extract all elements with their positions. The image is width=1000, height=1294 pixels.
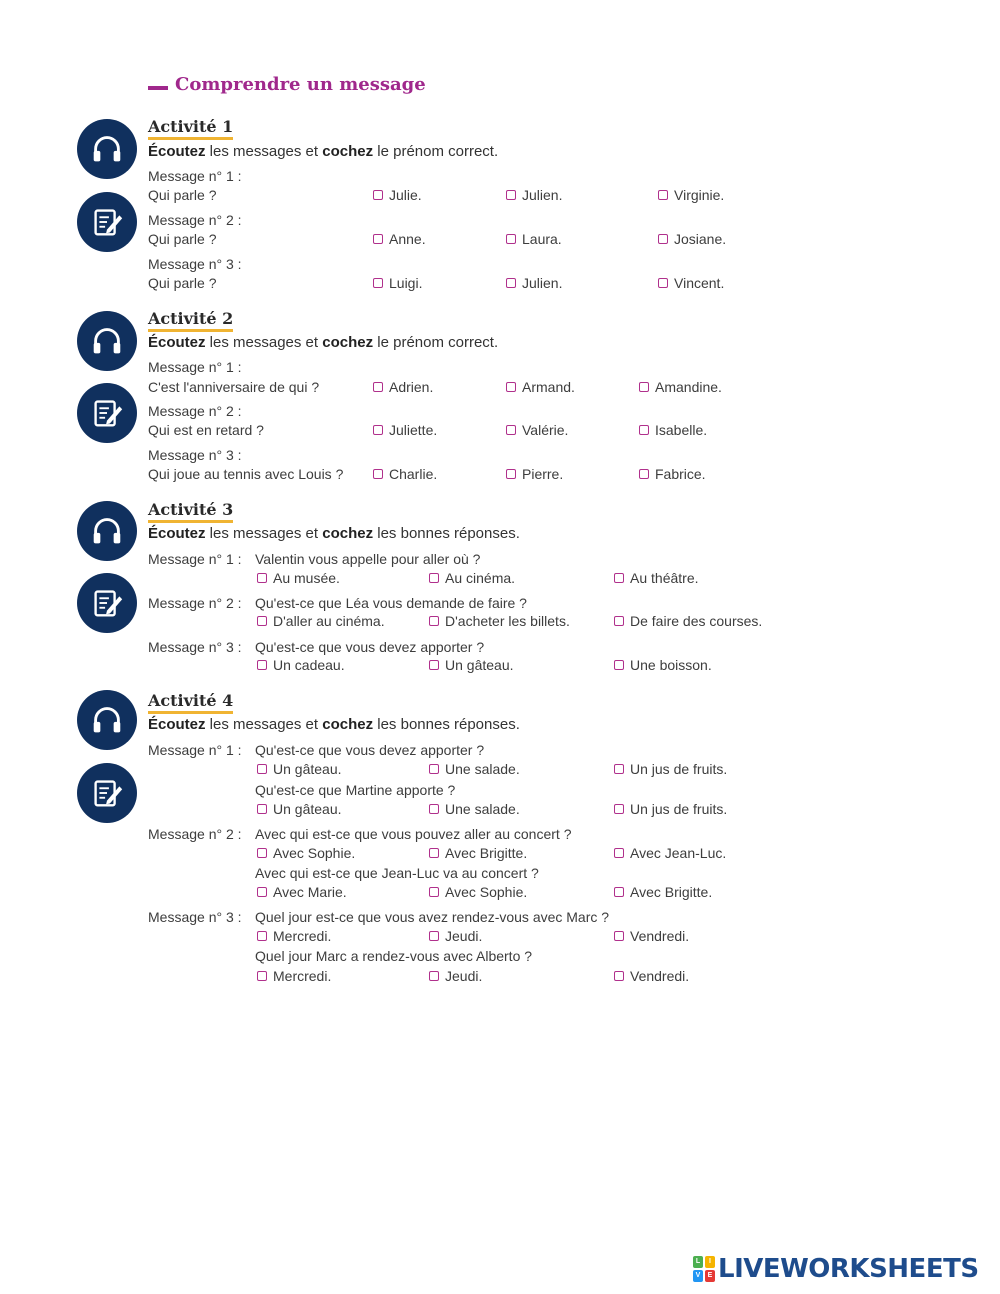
answer-option[interactable]: Avec Brigitte. xyxy=(429,845,527,861)
checkbox[interactable] xyxy=(429,616,439,626)
activity-instruction: Écoutez les messages et cochez les bonnes réponses. xyxy=(148,716,520,733)
question-text: Qu'est-ce que Léa vous demande de faire ? xyxy=(255,595,527,611)
checkbox[interactable] xyxy=(429,931,439,941)
checkbox[interactable] xyxy=(614,971,624,981)
edit-notepad-icon xyxy=(77,763,137,823)
message-label: Message n° 2 : xyxy=(148,595,242,611)
message-label: Message n° 1 : xyxy=(148,168,242,184)
checkbox[interactable] xyxy=(614,848,624,858)
checkbox[interactable] xyxy=(506,469,516,479)
answer-option[interactable]: Jeudi. xyxy=(429,928,482,944)
answer-option[interactable]: Amandine. xyxy=(639,379,722,395)
answer-option[interactable]: Un gâteau. xyxy=(257,761,342,777)
question-text: Avec qui est-ce que Jean-Luc va au concert ? xyxy=(255,865,539,881)
checkbox[interactable] xyxy=(506,234,516,244)
question-text: Qu'est-ce que vous devez apporter ? xyxy=(255,742,485,758)
question-text: Qui parle ? xyxy=(148,231,217,247)
question-text: Qui parle ? xyxy=(148,275,217,291)
answer-option[interactable]: Fabrice. xyxy=(639,466,706,482)
answer-option[interactable]: Anne. xyxy=(373,231,426,247)
message-label: Message n° 3 : xyxy=(148,447,242,463)
checkbox[interactable] xyxy=(257,887,267,897)
checkbox[interactable] xyxy=(658,234,668,244)
headphones-icon[interactable] xyxy=(77,501,137,561)
answer-option[interactable]: Avec Sophie. xyxy=(257,845,355,861)
activity-title: Activité 3 xyxy=(148,500,233,523)
answer-option[interactable]: Avec Brigitte. xyxy=(614,884,712,900)
checkbox[interactable] xyxy=(373,469,383,479)
answer-option[interactable]: Armand. xyxy=(506,379,575,395)
answer-option[interactable]: Un gâteau. xyxy=(429,657,514,673)
checkbox[interactable] xyxy=(373,382,383,392)
checkbox[interactable] xyxy=(506,190,516,200)
answer-option[interactable]: Jeudi. xyxy=(429,968,482,984)
question-text: Avec qui est-ce que vous pouvez aller au concert ? xyxy=(255,826,572,842)
message-label: Message n° 2 : xyxy=(148,212,242,228)
checkbox[interactable] xyxy=(257,848,267,858)
answer-option[interactable]: Vendredi. xyxy=(614,928,689,944)
checkbox[interactable] xyxy=(506,278,516,288)
message-label: Message n° 1 : xyxy=(148,359,242,375)
checkbox[interactable] xyxy=(257,660,267,670)
edit-notepad-icon xyxy=(77,573,137,633)
checkbox[interactable] xyxy=(639,469,649,479)
activity-instruction: Écoutez les messages et cochez le prénom correct. xyxy=(148,334,499,351)
checkbox[interactable] xyxy=(257,971,267,981)
answer-option[interactable]: Julie. xyxy=(373,187,422,203)
question-text: Qui joue au tennis avec Louis ? xyxy=(148,466,344,482)
checkbox[interactable] xyxy=(429,848,439,858)
answer-option[interactable]: Vendredi. xyxy=(614,968,689,984)
answer-option[interactable]: De faire des courses. xyxy=(614,613,762,629)
checkbox[interactable] xyxy=(429,887,439,897)
liveworksheets-logo[interactable] xyxy=(693,1254,979,1284)
answer-option[interactable]: Avec Sophie. xyxy=(429,884,527,900)
question-text: Qui est en retard ? xyxy=(148,422,264,438)
answer-option[interactable]: Virginie. xyxy=(658,187,724,203)
message-label: Message n° 3 : xyxy=(148,909,242,925)
answer-option[interactable]: Un jus de fruits. xyxy=(614,801,727,817)
answer-option[interactable]: Vincent. xyxy=(658,275,724,291)
activity-instruction: Écoutez les messages et cochez les bonnes réponses. xyxy=(148,525,520,542)
activity-title: Activité 1 xyxy=(148,117,233,140)
answer-option[interactable]: Avec Jean-Luc. xyxy=(614,845,726,861)
checkbox[interactable] xyxy=(614,616,624,626)
answer-option[interactable]: Au cinéma. xyxy=(429,570,515,586)
checkbox[interactable] xyxy=(257,804,267,814)
checkbox[interactable] xyxy=(257,616,267,626)
headphones-icon[interactable] xyxy=(77,690,137,750)
question-text: Quel jour est-ce que vous avez rendez-vous avec Marc ? xyxy=(255,909,610,925)
checkbox[interactable] xyxy=(257,764,267,774)
answer-option[interactable]: Une salade. xyxy=(429,761,520,777)
activity-title: Activité 4 xyxy=(148,691,233,714)
question-text: Qu'est-ce que Martine apporte ? xyxy=(255,782,456,798)
checkbox[interactable] xyxy=(429,764,439,774)
checkbox[interactable] xyxy=(429,660,439,670)
checkbox[interactable] xyxy=(373,190,383,200)
answer-option[interactable]: Une salade. xyxy=(429,801,520,817)
headphones-icon[interactable] xyxy=(77,119,137,179)
answer-option[interactable]: Josiane. xyxy=(658,231,726,247)
answer-option[interactable]: Pierre. xyxy=(506,466,563,482)
message-label: Message n° 3 : xyxy=(148,639,242,655)
message-label: Message n° 2 : xyxy=(148,403,242,419)
checkbox[interactable] xyxy=(429,573,439,583)
answer-option[interactable]: Au théâtre. xyxy=(614,570,699,586)
answer-option[interactable]: Un gâteau. xyxy=(257,801,342,817)
headphones-icon[interactable] xyxy=(77,311,137,371)
question-text: Qui parle ? xyxy=(148,187,217,203)
answer-option[interactable]: Charlie. xyxy=(373,466,437,482)
checkbox[interactable] xyxy=(429,971,439,981)
answer-option[interactable]: D'acheter les billets. xyxy=(429,613,570,629)
logo-text: LIVEWORKSHEETS xyxy=(718,1254,979,1284)
checkbox[interactable] xyxy=(257,931,267,941)
answer-option[interactable]: Une boisson. xyxy=(614,657,712,673)
checkbox[interactable] xyxy=(639,382,649,392)
section-title: Comprendre un message xyxy=(175,74,426,95)
answer-option[interactable]: Julien. xyxy=(506,275,562,291)
checkbox[interactable] xyxy=(373,278,383,288)
answer-option[interactable]: Mercredi. xyxy=(257,968,331,984)
checkbox[interactable] xyxy=(614,764,624,774)
checkbox[interactable] xyxy=(257,573,267,583)
checkbox[interactable] xyxy=(658,278,668,288)
checkbox[interactable] xyxy=(614,931,624,941)
answer-option[interactable]: Luigi. xyxy=(373,275,422,291)
activity-title: Activité 2 xyxy=(148,309,233,332)
checkbox[interactable] xyxy=(373,234,383,244)
checkbox[interactable] xyxy=(614,804,624,814)
checkbox[interactable] xyxy=(506,425,516,435)
answer-option[interactable]: Au musée. xyxy=(257,570,340,586)
edit-notepad-icon xyxy=(77,192,137,252)
checkbox[interactable] xyxy=(614,887,624,897)
checkbox[interactable] xyxy=(506,382,516,392)
answer-option[interactable]: Juliette. xyxy=(373,422,437,438)
question-text: C'est l'anniversaire de qui ? xyxy=(148,379,320,395)
checkbox[interactable] xyxy=(429,804,439,814)
answer-option[interactable]: Mercredi. xyxy=(257,928,331,944)
edit-notepad-icon xyxy=(77,383,137,443)
message-label: Message n° 1 : xyxy=(148,551,242,567)
answer-option[interactable]: Un jus de fruits. xyxy=(614,761,727,777)
question-text: Valentin vous appelle pour aller où ? xyxy=(255,551,481,567)
message-label: Message n° 3 : xyxy=(148,256,242,272)
checkbox[interactable] xyxy=(373,425,383,435)
checkbox[interactable] xyxy=(614,573,624,583)
answer-option[interactable]: Laura. xyxy=(506,231,562,247)
answer-option[interactable]: D'aller au cinéma. xyxy=(257,613,385,629)
checkbox[interactable] xyxy=(639,425,649,435)
question-text: Qu'est-ce que vous devez apporter ? xyxy=(255,639,485,655)
checkbox[interactable] xyxy=(614,660,624,670)
answer-option[interactable]: Adrien. xyxy=(373,379,433,395)
question-text: Quel jour Marc a rendez-vous avec Alberto ? xyxy=(255,948,533,964)
answer-option[interactable]: Isabelle. xyxy=(639,422,707,438)
section-title-bar xyxy=(148,86,168,90)
logo-mark-icon: L I V E xyxy=(693,1256,715,1282)
activity-instruction: Écoutez les messages et cochez le prénom correct. xyxy=(148,143,499,160)
answer-option[interactable]: Julien. xyxy=(506,187,562,203)
answer-option[interactable]: Avec Marie. xyxy=(257,884,347,900)
checkbox[interactable] xyxy=(658,190,668,200)
answer-option[interactable]: Un cadeau. xyxy=(257,657,345,673)
answer-option[interactable]: Valérie. xyxy=(506,422,568,438)
message-label: Message n° 1 : xyxy=(148,742,242,758)
message-label: Message n° 2 : xyxy=(148,826,242,842)
